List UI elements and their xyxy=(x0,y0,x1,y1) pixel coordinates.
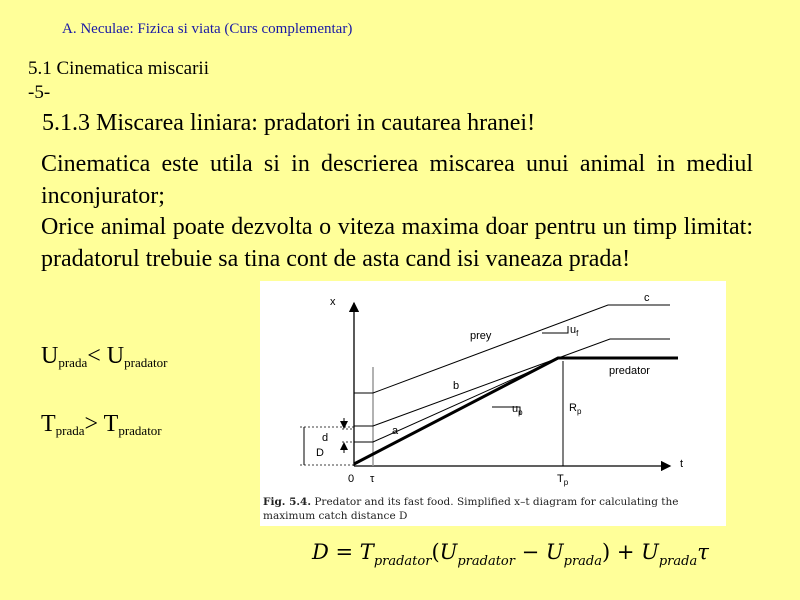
course-header: A. Neculae: Fizica si viata (Curs complementar) xyxy=(62,21,353,37)
speed-inequality xyxy=(41,343,167,371)
section-heading xyxy=(28,57,209,105)
paragraph-1: Cinematica este utila si in descrierea miscarea unui animal in mediul inconjurator; xyxy=(41,151,753,209)
ineq1-lhs-sub: prada xyxy=(58,355,88,370)
xt-diagram xyxy=(260,281,726,495)
x-axis-label: x xyxy=(330,296,336,308)
ineq1-lhs: U xyxy=(41,343,59,369)
predator-label: predator xyxy=(609,365,650,377)
ineq2-lhs: T xyxy=(41,411,56,437)
curve-a xyxy=(354,359,558,442)
page-number: -5- xyxy=(28,82,51,103)
rp-label: $R_p$ xyxy=(569,402,582,416)
t-axis-label: t xyxy=(680,458,684,470)
tau-label: τ xyxy=(370,473,375,485)
ineq2-lhs-sub: prada xyxy=(55,423,85,438)
uf-bracket xyxy=(542,326,568,333)
section-title: 5.1 Cinematica miscarii xyxy=(28,58,209,79)
ineq1-op: < xyxy=(87,343,107,369)
d-label: d xyxy=(322,432,329,444)
a-label: a xyxy=(392,425,399,437)
D-label: D xyxy=(316,447,324,459)
caption-figure-number: Fig. 5.4. xyxy=(263,496,312,508)
up-label: $u_p$ xyxy=(512,403,523,417)
body-text xyxy=(41,149,753,275)
ineq1-rhs-sub: pradator xyxy=(124,355,168,370)
ineq1-rhs: U xyxy=(106,343,125,369)
origin-label: 0 xyxy=(348,473,355,485)
tp-label: $T_p$ xyxy=(557,473,569,487)
prey-label: prey xyxy=(470,330,492,342)
time-inequality xyxy=(41,411,162,439)
uf-label: $u_f$ xyxy=(570,324,579,338)
xt-diagram-figure xyxy=(260,281,726,526)
catch-distance-formula: $D = T_{pradator}(U_{pradator} - U_{prada}) + U_{prada}\tau$ xyxy=(312,540,709,569)
ineq2-rhs-sub: pradator xyxy=(118,423,162,438)
ineq2-rhs: T xyxy=(103,411,119,437)
c-label: c xyxy=(644,292,650,304)
caption-text: Predator and its fast food. Simplified x–t diagram for calculating the maximum catch distance D xyxy=(263,496,679,522)
ineq2-op: > xyxy=(84,411,104,437)
slide-title: 5.1.3 Miscarea liniara: pradatori in cautarea hranei! xyxy=(42,110,536,136)
paragraph-2: Orice animal poate dezvolta o viteza maxima doar pentru un timp limitat: pradatorul trebuie sa tina cont de asta cand isi vaneaza prada! xyxy=(41,214,753,272)
figure-caption xyxy=(263,495,723,523)
b-label: b xyxy=(453,380,460,392)
